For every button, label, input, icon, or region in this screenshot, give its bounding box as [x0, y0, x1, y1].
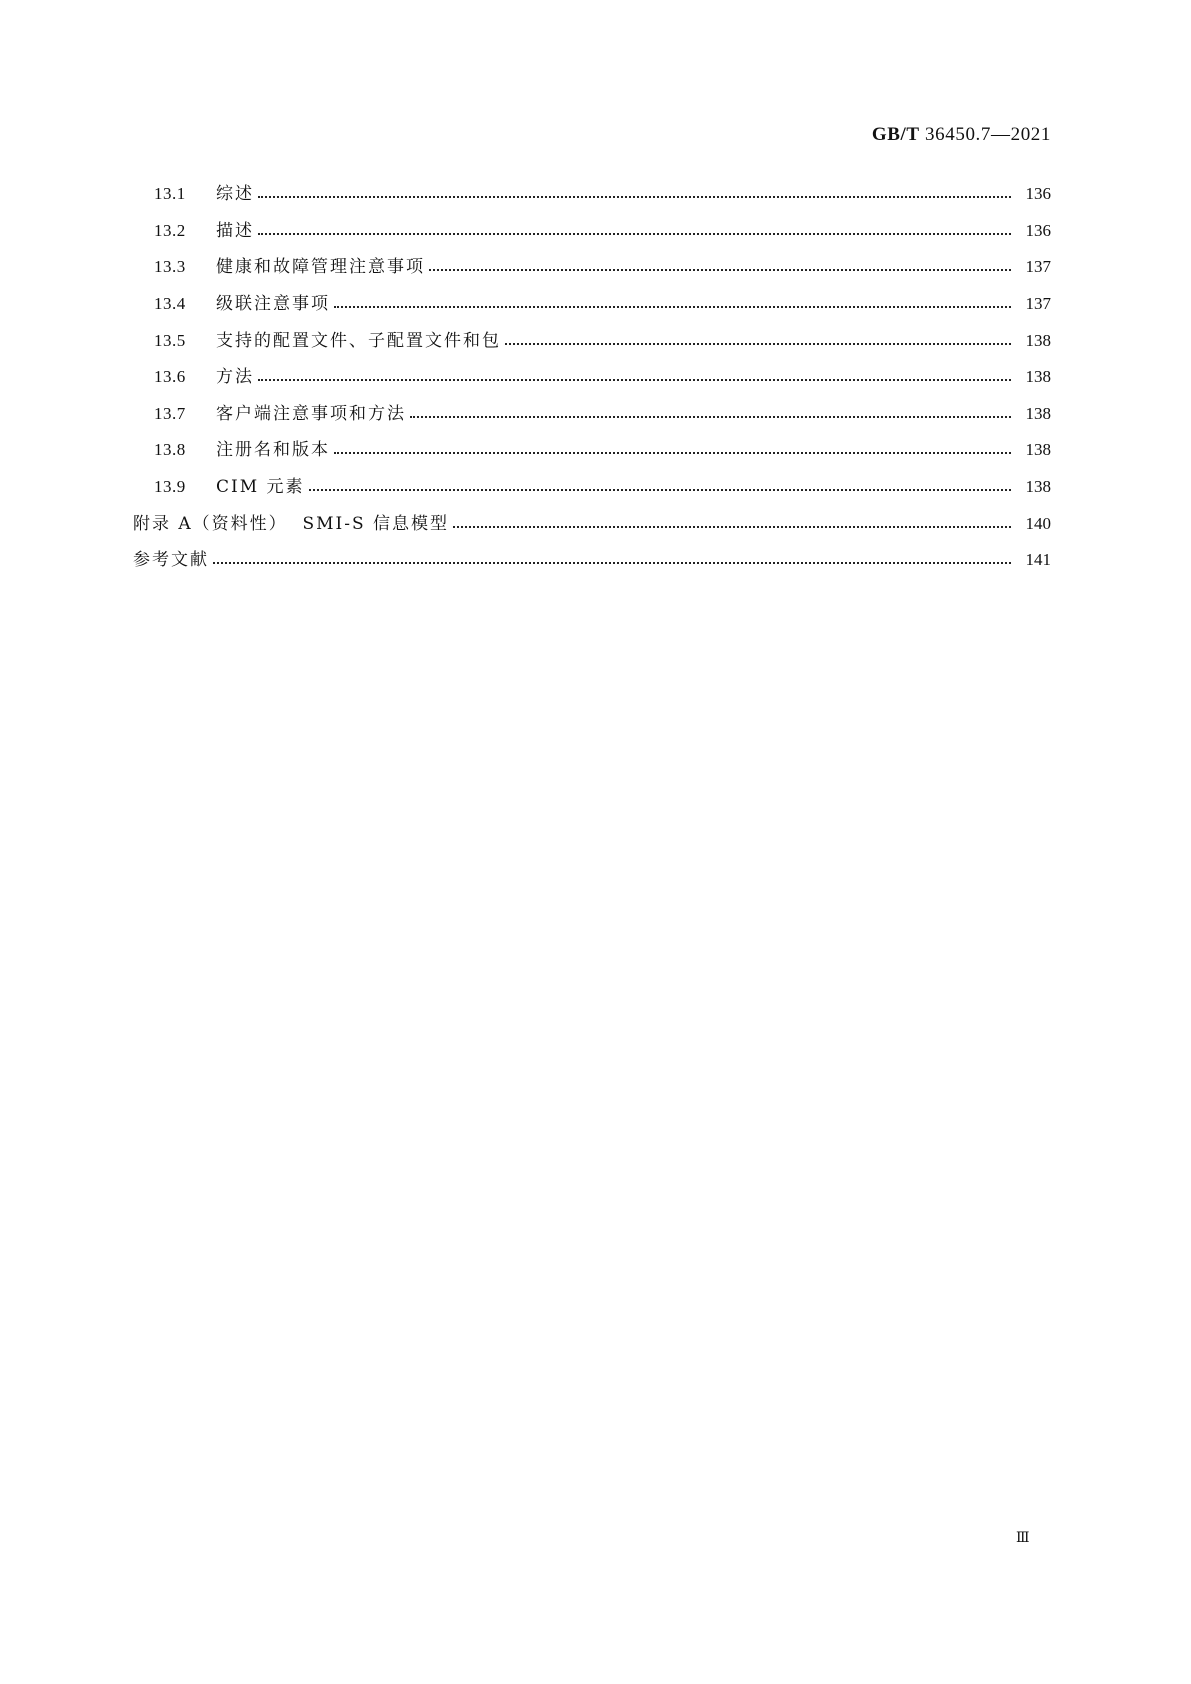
- dot-leader: [258, 367, 1011, 387]
- toc-entry-13-3[interactable]: [133, 249, 1051, 286]
- dot-leader: [429, 257, 1011, 277]
- dot-leader: [213, 550, 1011, 570]
- toc-entry-references[interactable]: [133, 542, 1051, 579]
- toc-entry-number: 13.6: [154, 367, 186, 387]
- standard-number: 36450.7—2021: [925, 124, 1051, 145]
- toc-entry-page: 138: [1025, 367, 1051, 387]
- toc-entry-page: 138: [1025, 330, 1051, 350]
- toc-entry-title: 综述: [216, 184, 254, 205]
- toc-entry-title: 参考文献: [133, 550, 209, 571]
- standard-code: GB/T: [871, 124, 920, 145]
- toc-entry-number: 13.2: [154, 220, 186, 240]
- dot-leader: [334, 440, 1011, 460]
- dot-leader: [334, 294, 1011, 314]
- toc-entry-number: 13.7: [154, 403, 186, 423]
- toc-entry-number: 13.8: [154, 440, 186, 460]
- toc-entry-13-4[interactable]: [133, 286, 1051, 323]
- dot-leader: [309, 477, 1011, 497]
- dot-leader: [410, 404, 1011, 424]
- toc-entry-13-2[interactable]: [133, 213, 1051, 250]
- dot-leader: [453, 514, 1011, 534]
- toc-entry-number: 13.5: [154, 330, 186, 350]
- toc-entry-title: 方法: [216, 367, 254, 388]
- toc-entry-number: 13.3: [154, 257, 186, 277]
- toc-entry-page: 137: [1025, 294, 1051, 314]
- toc-entry-13-1[interactable]: [133, 176, 1051, 213]
- toc-entry-13-7[interactable]: [133, 396, 1051, 433]
- table-of-contents: [133, 176, 1051, 579]
- toc-entry-title: CIM 元素: [216, 477, 305, 498]
- toc-entry-13-5[interactable]: [133, 322, 1051, 359]
- toc-entry-page: 141: [1025, 550, 1051, 570]
- toc-entry-title: 注册名和版本: [216, 440, 330, 461]
- toc-entry-page: 136: [1025, 220, 1051, 240]
- dot-leader: [258, 184, 1011, 204]
- toc-entry-13-8[interactable]: [133, 432, 1051, 469]
- toc-entry-page: 140: [1025, 513, 1051, 533]
- toc-entry-page: 138: [1025, 477, 1051, 497]
- toc-entry-page: 136: [1025, 184, 1051, 204]
- toc-entry-page: 137: [1025, 257, 1051, 277]
- dot-leader: [505, 331, 1011, 351]
- toc-entry-title: 描述: [216, 220, 254, 241]
- toc-entry-title: 客户端注意事项和方法: [216, 403, 406, 424]
- toc-entry-13-9[interactable]: [133, 469, 1051, 506]
- toc-entry-number: 13.1: [154, 184, 186, 204]
- toc-entry-appendix-a[interactable]: [133, 505, 1051, 542]
- toc-entry-title: 附录 A（资料性） SMI-S 信息模型: [133, 513, 450, 534]
- footer-page-number: Ⅲ: [1016, 1531, 1029, 1546]
- toc-entry-title: 支持的配置文件、子配置文件和包: [216, 330, 501, 351]
- toc-entry-number: 13.4: [154, 294, 186, 314]
- toc-entry-title: 级联注意事项: [216, 294, 330, 315]
- toc-entry-title: 健康和故障管理注意事项: [216, 257, 425, 278]
- toc-entry-13-6[interactable]: [133, 359, 1051, 396]
- toc-entry-number: 13.9: [154, 477, 186, 497]
- dot-leader: [258, 221, 1011, 241]
- toc-entry-page: 138: [1025, 403, 1051, 423]
- toc-entry-page: 138: [1025, 440, 1051, 460]
- document-standard-code: [872, 124, 1051, 146]
